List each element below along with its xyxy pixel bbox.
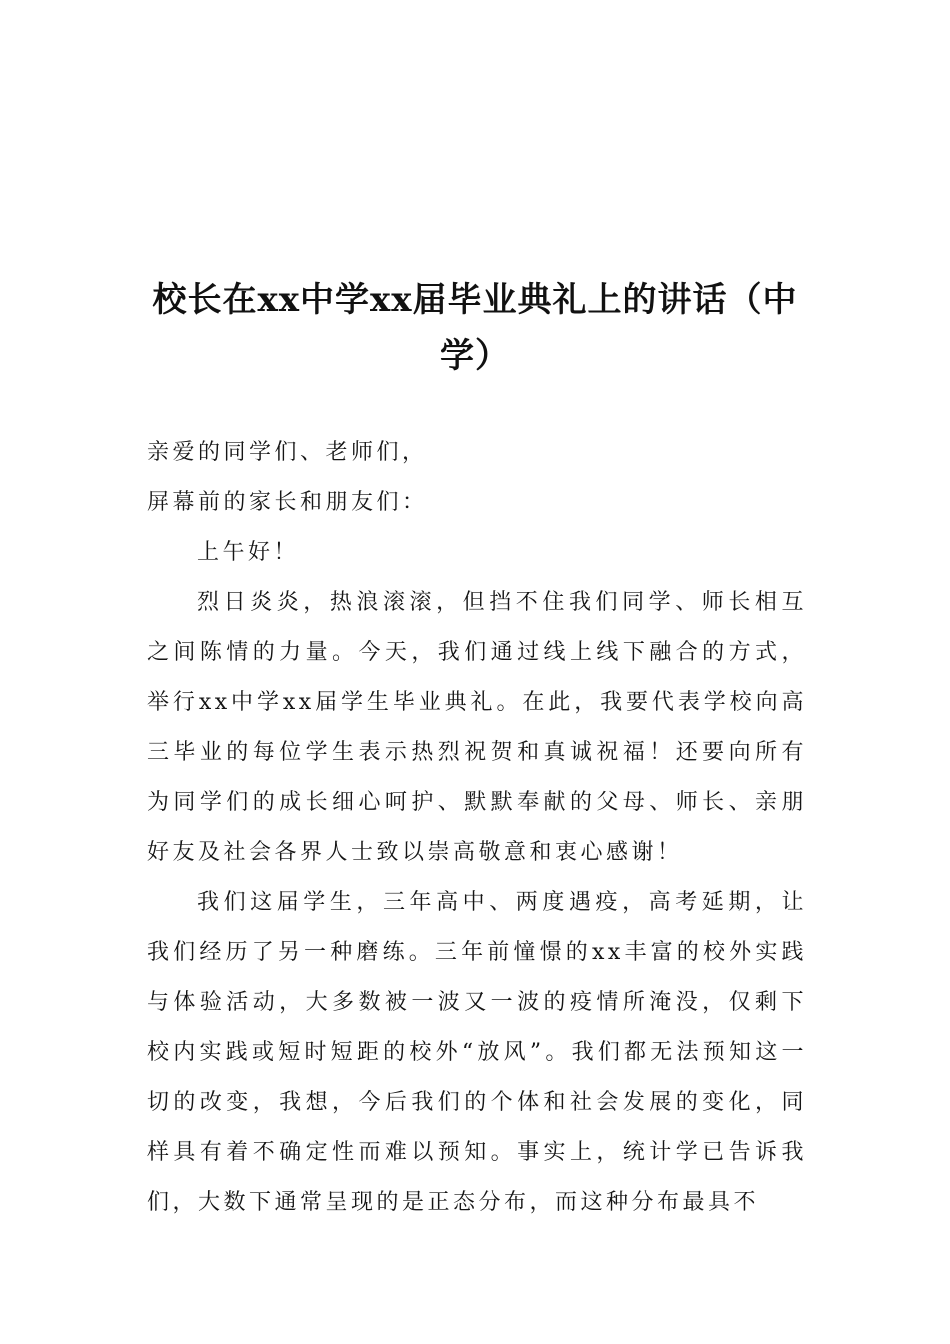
paragraph-1: 烈日炎炎，热浪滚滚，但挡不住我们同学、师长相互之间陈情的力量。今天，我们通过线上线下融合的方式，举行xx中学xx届学生毕业典礼。在此，我要代表学校向高三毕业的每位学生表示热烈祝贺和真诚祝福！还要向所有为同学们的成长细心呵护、默默奉献的父母、师长、亲朋好友及社会各界人士致以崇高敬意和衷心感谢！ [147, 590, 807, 865]
document-title: 校长在xx中学xx届毕业典礼上的讲话（中学） [152, 280, 798, 376]
salutation-line-1: 亲爱的同学们、老师们， [147, 440, 428, 465]
salutation-line-2: 屏幕前的家长和朋友们： [147, 490, 428, 515]
greeting-line: 上午好！ [197, 540, 300, 565]
document-body [147, 428, 807, 1228]
paragraph-2: 我们这届学生，三年高中、两度遇疫，高考延期，让我们经历了另一种磨练。三年前憧憬的xx丰富的校外实践与体验活动，大多数被一波又一波的疫情所淹没，仅剩下校内实践或短时短距的校外“放风”。我们都无法预知这一切的改变，我想，今后我们的个体和社会发展的变化，同样具有着不确定性而难以预知。事实上，统计学已告诉我们，大数下通常呈现的是正态分布，而这种分布最具不 [147, 890, 807, 1215]
